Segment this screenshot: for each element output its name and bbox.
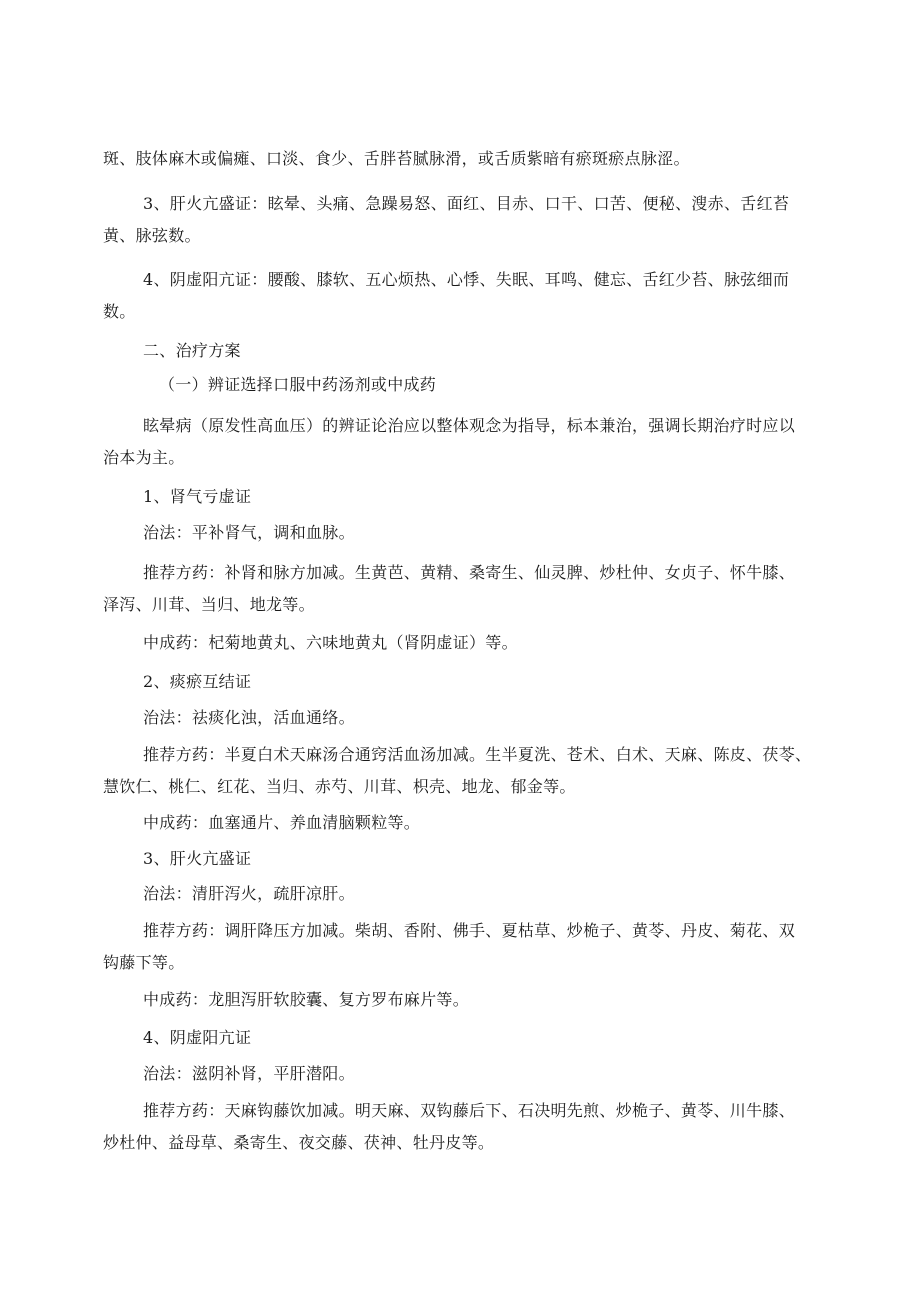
- syndrome-heading: 1、肾气亏虚证: [143, 487, 252, 506]
- paragraph-line: 数。: [103, 302, 136, 321]
- treatment-method: 治法：滋阴补肾，平肝潜阳。: [143, 1064, 355, 1083]
- paragraph-line: 眩晕病（原发性高血压）的辨证论治应以整体观念为指导，标本兼治，强调长期治疗时应以: [143, 416, 796, 435]
- paragraph-line: 慧饮仁、桃仁、红花、当归、赤芍、川茸、枳壳、地龙、郁金等。: [103, 777, 576, 796]
- paragraph-line: 3、肝火亢盛证：眩晕、头痛、急躁易怒、面红、目赤、口干、口苦、便秘、溲赤、舌红苔: [143, 194, 790, 213]
- paragraph-line: 钩藤下等。: [103, 953, 185, 972]
- paragraph-line: 治本为主。: [103, 448, 185, 467]
- patent-medicine: 中成药：龙胆泻肝软胶囊、复方罗布麻片等。: [143, 990, 470, 1009]
- patent-medicine: 中成药：血塞通片、养血清脑颗粒等。: [143, 813, 421, 832]
- subsection-heading: （一）辨证选择口服中药汤剂或中成药: [159, 375, 437, 394]
- section-heading: 二、治疗方案: [143, 341, 241, 360]
- recommended-prescription: 推荐方药：天麻钩藤饮加减。明天麻、双钩藤后下、石决明先煎、炒桅子、黄苓、川牛膝、: [143, 1101, 796, 1120]
- syndrome-heading: 3、肝火亢盛证: [143, 849, 252, 868]
- patent-medicine: 中成药：杞菊地黄丸、六味地黄丸（肾阴虚证）等。: [143, 633, 518, 652]
- recommended-prescription: 推荐方药：调肝降压方加减。柴胡、香附、佛手、夏枯草、炒桅子、黄苓、丹皮、菊花、双: [143, 921, 796, 940]
- paragraph-line: 斑、肢体麻木或偏瘫、口淡、食少、舌胖苔腻脉滑，或舌质紫暗有瘀斑瘀点脉涩。: [103, 149, 690, 168]
- treatment-method: 治法：清肝泻火，疏肝凉肝。: [143, 884, 355, 903]
- syndrome-heading: 4、阴虚阳亢证: [143, 1028, 252, 1047]
- paragraph-line: 炒杜仲、益母草、桑寄生、夜交藤、茯神、牡丹皮等。: [103, 1133, 495, 1152]
- recommended-prescription: 推荐方药：补肾和脉方加减。生黄芭、黄精、桑寄生、仙灵脾、炒杜仲、女贞子、怀牛膝、: [143, 563, 796, 582]
- paragraph-line: 4、阴虚阳亢证：腰酸、膝软、五心烦热、心悸、失眠、耳鸣、健忘、舌红少苔、脉弦细而: [143, 270, 790, 289]
- treatment-method: 治法：平补肾气，调和血脉。: [143, 523, 355, 542]
- recommended-prescription: 推荐方药：半夏白术天麻汤合通窍活血汤加减。生半夏洗、苍术、白术、天麻、陈皮、茯苓、: [143, 745, 812, 764]
- treatment-method: 治法：祛痰化浊，活血通络。: [143, 708, 355, 727]
- paragraph-line: 黄、脉弦数。: [103, 226, 201, 245]
- paragraph-line: 泽泻、川茸、当归、地龙等。: [103, 595, 315, 614]
- syndrome-heading: 2、痰瘀互结证: [143, 672, 252, 691]
